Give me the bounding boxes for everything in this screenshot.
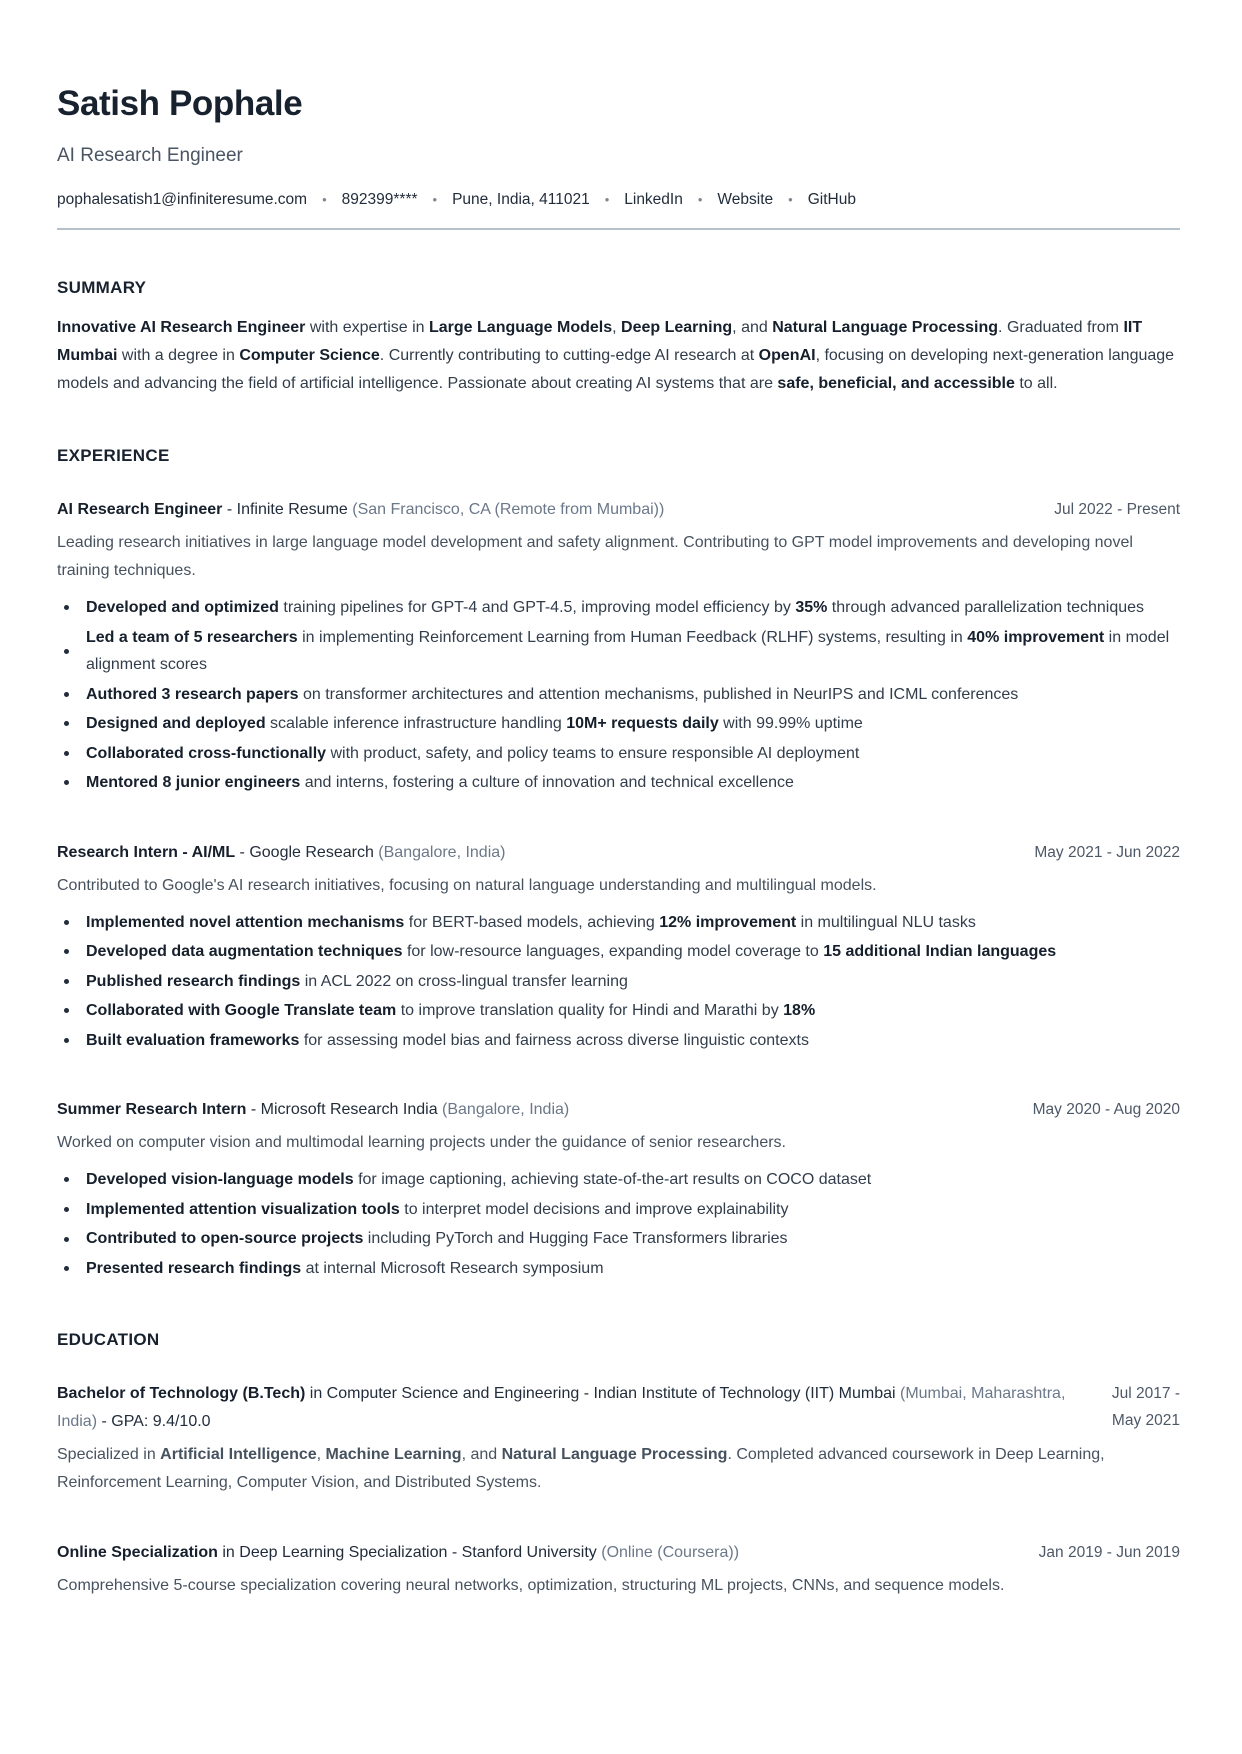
entry-dates: May 2021 - Jun 2022 bbox=[1034, 843, 1180, 861]
bullet-item bbox=[57, 681, 1180, 709]
entry-location: (Bangalore, India) bbox=[378, 843, 506, 861]
contact-phone: • 892399**** bbox=[307, 191, 417, 209]
bullet-item bbox=[57, 1255, 1180, 1283]
bullet-dot-icon bbox=[64, 649, 69, 654]
entry-location: (Online (Coursera)) bbox=[601, 1544, 740, 1562]
section-summary bbox=[57, 278, 1180, 398]
entry-bullet-list bbox=[57, 594, 1180, 797]
resume-header bbox=[57, 84, 1180, 230]
bullet-text: Presented research findings at internal Microsoft Research symposium bbox=[86, 1259, 604, 1277]
entry-description: Specialized in Artificial Intelligence, Machine Learning, and Natural Language Processing. Completed advanced coursework in Deep Learning, Reinforcement Learning, Computer Vision, and Distributed Systems. bbox=[57, 1446, 1105, 1492]
summary-text: Innovative AI Research Engineer with expertise in Large Language Models, Deep Learning, and Natural Language Processing. Graduated from IIT Mumbai with a degree in Computer Science. Currently contributing to cutting-edge AI research at OpenAI, focusing on developing next-generation language models and advancing the field of artificial intelligence. Passionate about creating AI systems that are safe, beneficial, and accessible to all. bbox=[57, 319, 1175, 393]
bullet-item bbox=[57, 1225, 1180, 1253]
bullet-text: Mentored 8 junior engineers and interns, fostering a culture of innovation and technical excellence bbox=[86, 774, 794, 792]
entry-header bbox=[57, 839, 1180, 867]
bullet-dot-icon bbox=[64, 1266, 69, 1271]
summary-heading: SUMMARY bbox=[57, 278, 147, 298]
bullet-item bbox=[57, 624, 1180, 679]
bullet-dot-icon bbox=[64, 1207, 69, 1212]
bullet-text: Collaborated cross-functionally with product, safety, and policy teams to ensure responsible AI deployment bbox=[86, 744, 860, 762]
bullet-text: Contributed to open-source projects including PyTorch and Hugging Face Transformers libraries bbox=[86, 1230, 788, 1248]
contact-link-github[interactable]: • GitHub bbox=[773, 191, 856, 209]
entry-location: (Mumbai, Maharashtra, India) bbox=[57, 1385, 1066, 1431]
bullet-dot-icon bbox=[64, 949, 69, 954]
contact-row bbox=[57, 191, 1180, 209]
entry-dates: Jul 2017 - May 2021 bbox=[1111, 1385, 1180, 1430]
bullet-dot-icon bbox=[64, 780, 69, 785]
bullet-dot-icon bbox=[64, 1237, 69, 1242]
entry-location: (Bangalore, India) bbox=[442, 1101, 570, 1119]
bullet-item bbox=[57, 594, 1180, 622]
entry-description: Leading research initiatives in large language model development and safety alignment. Contributing to GPT model improvements and developing novel training techniques. bbox=[57, 534, 1133, 580]
entry-title: Research Intern - AI/ML - Google Research (Bangalore, India) bbox=[57, 843, 506, 861]
bullet-item bbox=[57, 769, 1180, 797]
bullet-text: Developed and optimized training pipelines for GPT-4 and GPT-4.5, improving model efficiency by 35% through advanced parallelization techniques bbox=[86, 599, 1145, 617]
bullet-item bbox=[57, 710, 1180, 738]
bullet-item bbox=[57, 968, 1180, 996]
bullet-item bbox=[57, 938, 1180, 966]
entry-dates: Jan 2019 - Jun 2019 bbox=[1038, 1544, 1180, 1562]
bullet-dot-icon bbox=[64, 1177, 69, 1182]
entry-description: Worked on computer vision and multimodal learning projects under the guidance of senior researchers. bbox=[57, 1134, 786, 1152]
entry-bullet-list bbox=[57, 909, 1180, 1055]
contact-email[interactable]: pophalesatish1@infiniteresume.com bbox=[57, 191, 308, 209]
bullet-dot-icon bbox=[64, 721, 69, 726]
entry-title: AI Research Engineer - Infinite Resume (San Francisco, CA (Remote from Mumbai)) bbox=[57, 501, 665, 519]
bullet-item bbox=[57, 997, 1180, 1025]
bullet-item bbox=[57, 740, 1180, 768]
person-name: Satish Pophale bbox=[57, 84, 303, 123]
bullet-dot-icon bbox=[64, 1038, 69, 1043]
contact-link-linkedin[interactable]: • LinkedIn bbox=[590, 191, 683, 209]
contact-link-website[interactable]: • Website bbox=[683, 191, 773, 209]
bullet-dot-icon bbox=[64, 751, 69, 756]
bullet-text: Designed and deployed scalable inference infrastructure handling 10M+ requests daily with 99.99% uptime bbox=[86, 715, 863, 733]
bullet-dot-icon bbox=[64, 979, 69, 984]
resume-entry bbox=[57, 1380, 1180, 1497]
section-experience bbox=[57, 446, 1180, 1282]
entry-header bbox=[57, 1096, 1180, 1124]
entry-header bbox=[57, 496, 1180, 524]
entry-description: Contributed to Google's AI research initiatives, focusing on natural language understanding and multilingual models. bbox=[57, 876, 877, 894]
experience-heading: EXPERIENCE bbox=[57, 446, 170, 466]
header-divider bbox=[57, 228, 1180, 230]
bullet-text: Built evaluation frameworks for assessing model bias and fairness across diverse linguistic contexts bbox=[86, 1031, 809, 1049]
bullet-text: Developed vision-language models for image captioning, achieving state-of-the-art results on COCO dataset bbox=[86, 1171, 872, 1189]
person-job-title: AI Research Engineer bbox=[57, 145, 243, 167]
bullet-text: Led a team of 5 researchers in implementing Reinforcement Learning from Human Feedback (RLHF) systems, resulting in 40% improvement in model alignment scores bbox=[86, 628, 1170, 674]
entry-title: Bachelor of Technology (B.Tech) in Computer Science and Engineering - Indian Institute of Technology (IIT) Mumbai (Mumbai, Maharashtra, India) - GPA: 9.4/10.0 bbox=[57, 1385, 1066, 1431]
bullet-item bbox=[57, 1027, 1180, 1055]
bullet-dot-icon bbox=[64, 605, 69, 610]
education-heading: EDUCATION bbox=[57, 1330, 160, 1350]
experience-entries bbox=[57, 496, 1180, 1282]
bullet-text: Collaborated with Google Translate team to improve translation quality for Hindi and Marathi by 18% bbox=[86, 1002, 816, 1020]
bullet-item bbox=[57, 1166, 1180, 1194]
bullet-dot-icon bbox=[64, 920, 69, 925]
resume-entry bbox=[57, 1096, 1180, 1282]
entry-title: Online Specialization in Deep Learning Specialization - Stanford University (Online (Coursera)) bbox=[57, 1544, 740, 1562]
bullet-dot-icon bbox=[64, 1008, 69, 1013]
bullet-item bbox=[57, 909, 1180, 937]
bullet-text: Authored 3 research papers on transformer architectures and attention mechanisms, published in NeurIPS and ICML conferences bbox=[86, 685, 1019, 703]
entry-title: Summer Research Intern - Microsoft Research India (Bangalore, India) bbox=[57, 1101, 570, 1119]
entry-dates: Jul 2022 - Present bbox=[1054, 501, 1180, 519]
bullet-text: Implemented novel attention mechanisms for BERT-based models, achieving 12% improvement in multilingual NLU tasks bbox=[86, 913, 976, 931]
resume-entry bbox=[57, 1539, 1180, 1600]
education-entries bbox=[57, 1380, 1180, 1600]
entry-header bbox=[57, 1380, 1180, 1436]
bullet-text: Developed data augmentation techniques for low-resource languages, expanding model coverage to 15 additional Indian languages bbox=[86, 943, 1057, 961]
entry-description: Comprehensive 5-course specialization covering neural networks, optimization, structuring ML projects, CNNs, and sequence models. bbox=[57, 1577, 1005, 1595]
resume-entry bbox=[57, 839, 1180, 1055]
entry-location: (San Francisco, CA (Remote from Mumbai)) bbox=[352, 501, 665, 519]
entry-header bbox=[57, 1539, 1180, 1567]
bullet-dot-icon bbox=[64, 692, 69, 697]
entry-bullet-list bbox=[57, 1166, 1180, 1282]
entry-dates: May 2020 - Aug 2020 bbox=[1032, 1101, 1180, 1119]
bullet-text: Published research findings in ACL 2022 on cross-lingual transfer learning bbox=[86, 972, 628, 990]
section-education bbox=[57, 1330, 1180, 1600]
bullet-text: Implemented attention visualization tools to interpret model decisions and improve explainability bbox=[86, 1200, 789, 1218]
contact-location: • Pune, India, 411021 bbox=[418, 191, 590, 209]
resume-entry bbox=[57, 496, 1180, 797]
bullet-item bbox=[57, 1196, 1180, 1224]
